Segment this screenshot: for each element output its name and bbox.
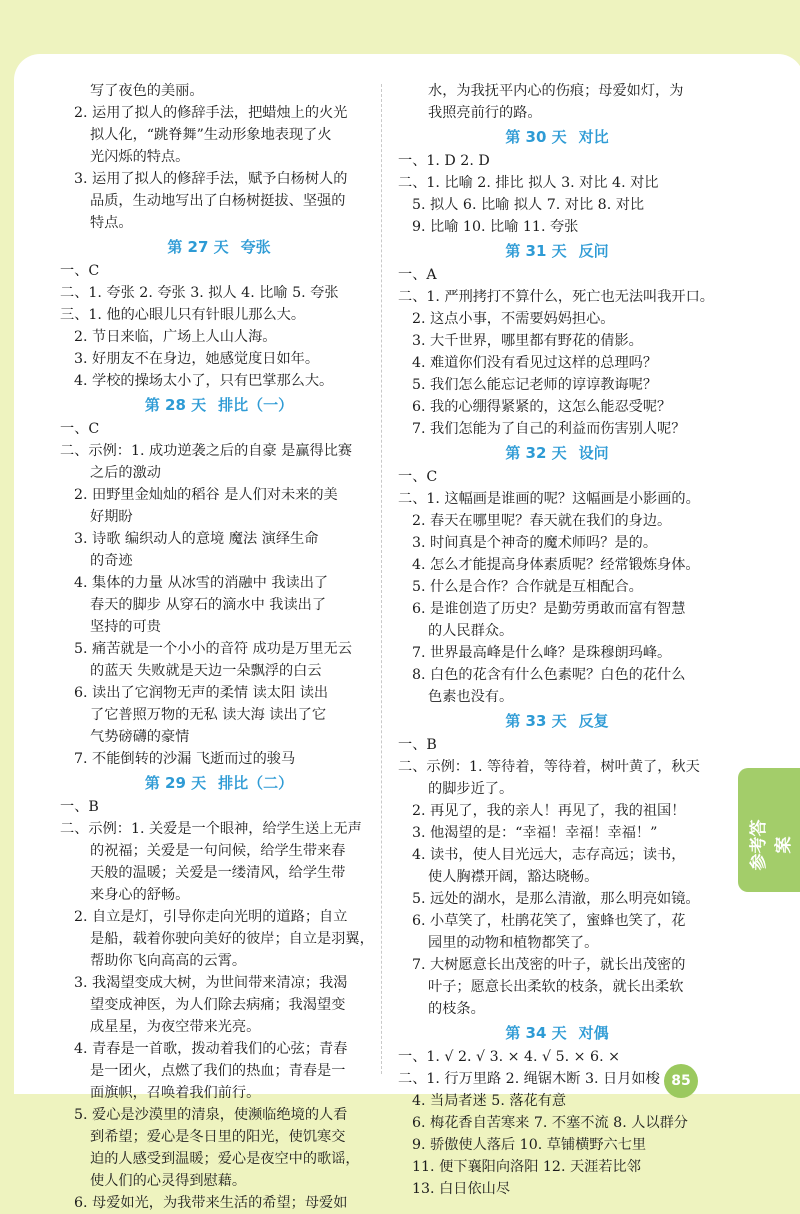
- answer-line: 的脚步近了。: [428, 781, 514, 797]
- answer-line: 天般的温暖；关爱是一缕清风，给学生带: [90, 865, 346, 881]
- answer-line: 好期盼: [90, 509, 133, 525]
- answer-line: 光闪烁的特点。: [90, 149, 190, 165]
- answer-line: 一、A: [398, 267, 437, 283]
- answer-line: 3. 我渴望变成大树，为世间带来清凉；我渴: [74, 975, 348, 991]
- section-heading-day-31: 第 31 天 反问: [505, 242, 609, 260]
- answer-line: 特点。: [90, 215, 133, 231]
- answer-line: 6. 我的心绷得紧紧的，这怎么能忍受呢？: [412, 399, 672, 415]
- answer-line: 水，为我抚平内心的伤痕；母爱如灯，为: [428, 83, 684, 99]
- answer-line: 二、1. 这幅画是谁画的呢？这幅画是小影画的。: [398, 491, 700, 507]
- answer-line: 3. 诗歌 编织动人的意境 魔法 演绎生命: [74, 531, 319, 547]
- answer-line: 13. 白日依山尽: [412, 1181, 511, 1197]
- answer-line: 11. 便下襄阳向洛阳 12. 天涯若比邻: [412, 1159, 641, 1175]
- answer-line: 7. 世界最高峰是什么峰？是珠穆朗玛峰。: [412, 645, 672, 661]
- answer-page: [14, 54, 800, 1211]
- answer-line: 一、1. D 2. D: [398, 153, 490, 169]
- answer-line: 4. 青春是一首歌，拨动着我们的心弦；青春: [74, 1041, 348, 1057]
- section-heading-day-32: 第 32 天 设问: [505, 444, 609, 462]
- answer-line: 2. 春天在哪里呢？春天就在我们的身边。: [412, 513, 672, 529]
- answer-line: 园里的动物和植物都笑了。: [428, 935, 599, 951]
- answer-line: 3. 他渴望的是：“幸福！幸福！幸福！”: [412, 825, 658, 841]
- answer-line: 迫的人感受到温暖；爱心是夜空中的歌谣，: [90, 1151, 360, 1167]
- answer-line: 6. 梅花香自苦寒来 7. 不塞不流 8. 人以群分: [412, 1115, 688, 1131]
- tab-label: 参考答案: [749, 819, 794, 871]
- answer-line: 5. 痛苦就是一个小小的音符 成功是万里无云: [74, 641, 352, 657]
- answer-line: 品质，生动地写出了白杨树挺拔、坚强的: [90, 193, 346, 209]
- answer-line: 帮助你飞向高高的云霄。: [90, 953, 247, 969]
- answer-line: 成星星，为夜空带来光亮。: [90, 1019, 261, 1035]
- answer-line: 的枝条。: [428, 1001, 485, 1017]
- answer-line: 二、示例：1. 成功逆袭之后的自豪 是赢得比赛: [60, 443, 353, 459]
- answer-line: 4. 当局者迷 5. 落花有意: [412, 1093, 567, 1109]
- answer-line: 9. 比喻 10. 比喻 11. 夸张: [412, 219, 579, 235]
- section-heading-day-33: 第 33 天 反复: [505, 712, 609, 730]
- answer-line: 7. 大树愿意长出茂密的叶子，就长出茂密的: [412, 957, 686, 973]
- answer-line: 4. 读书，使人目光远大，志存高远；读书，: [412, 847, 686, 863]
- answer-line: 9. 骄傲使人落后 10. 草铺横野六七里: [412, 1137, 647, 1153]
- answer-line: 一、C: [398, 469, 438, 485]
- answer-line: 4. 怎么才能提高身体素质呢？经常锻炼身体。: [412, 557, 700, 573]
- answer-line: 一、B: [60, 799, 99, 815]
- answer-line: 叶子；愿意长出柔软的枝条，就长出柔软: [428, 979, 684, 995]
- answer-line: 一、1. √ 2. √ 3. × 4. √ 5. × 6. ×: [398, 1049, 620, 1065]
- answer-line: 坚持的可贵: [90, 619, 161, 635]
- section-heading-day-27: 第 27 天 夸张: [167, 238, 271, 256]
- answer-line: 6. 母爱如光，为我带来生活的希望；母爱如: [74, 1195, 348, 1211]
- answer-line: 7. 不能倒转的沙漏 飞逝而过的骏马: [74, 751, 296, 767]
- answer-line: 来身心的舒畅。: [90, 887, 190, 903]
- answer-line: 使人们的心灵得到慰藉。: [90, 1173, 247, 1189]
- answer-line: 二、示例：1. 关爱是一个眼神，给学生送上无声: [60, 821, 362, 837]
- answer-line: 面旗帜，召唤着我们前行。: [90, 1085, 261, 1101]
- answer-line: 2. 这点小事，不需要妈妈担心。: [412, 311, 615, 327]
- answer-line: 二、1. 行万里路 2. 绳锯木断 3. 日月如梭: [398, 1071, 660, 1087]
- answer-line: 3. 好朋友不在身边，她感觉度日如年。: [74, 351, 320, 367]
- answer-line: 2. 节日来临，广场上人山人海。: [74, 329, 277, 345]
- column-divider: [381, 84, 382, 1074]
- answer-line: 到希望；爱心是冬日里的阳光，使饥寒交: [90, 1129, 346, 1145]
- answer-line: 三、1. 他的心眼儿只有针眼儿那么大。: [60, 307, 306, 323]
- answer-line: 2. 田野里金灿灿的稻谷 是人们对未来的美: [74, 487, 338, 503]
- answer-line: 一、B: [398, 737, 437, 753]
- section-heading-day-28: 第 28 天 排比（一）: [144, 396, 294, 414]
- answer-line: 春天的脚步 从穿石的滴水中 我读出了: [90, 597, 327, 613]
- answer-line: 5. 远处的湖水，是那么清澈，那么明亮如镜。: [412, 891, 700, 907]
- section-heading-day-30: 第 30 天 对比: [505, 128, 609, 146]
- left-column: [60, 80, 378, 1214]
- answer-line: 二、1. 比喻 2. 排比 拟人 3. 对比 4. 对比: [398, 175, 659, 191]
- answer-line: 使人胸襟开阔，豁达晓畅。: [428, 869, 599, 885]
- answer-line: 4. 集体的力量 从冰雪的消融中 我读出了: [74, 575, 329, 591]
- answer-line: 2. 自立是灯，引导你走向光明的道路；自立: [74, 909, 348, 925]
- answer-line: 7. 我们怎能为了自己的利益而伤害别人呢？: [412, 421, 686, 437]
- reference-answer-tab: [738, 768, 800, 892]
- answer-line: 的祝福；关爱是一句问候，给学生带来春: [90, 843, 346, 859]
- answer-line: 4. 难道你们没有看见过这样的总理吗？: [412, 355, 658, 371]
- answer-line: 2. 再见了，我的亲人！再见了，我的祖国！: [412, 803, 686, 819]
- answer-line: 气势磅礴的豪情: [90, 729, 190, 745]
- answer-line: 二、1. 夸张 2. 夸张 3. 拟人 4. 比喻 5. 夸张: [60, 285, 339, 301]
- answer-line: 是船，载着你驶向美好的彼岸；自立是羽翼，: [90, 931, 374, 947]
- answer-line: 之后的激动: [90, 465, 161, 481]
- answer-line: 我照亮前行的路。: [428, 105, 542, 121]
- answer-line: 的人民群众。: [428, 623, 514, 639]
- answer-line: 6. 小草笑了，杜鹃花笑了，蜜蜂也笑了，花: [412, 913, 686, 929]
- answer-line: 一、C: [60, 263, 100, 279]
- answer-line: 了它普照万物的无私 读大海 读出了它: [90, 707, 327, 723]
- answer-line: 4. 学校的操场太小了，只有巴掌那么大。: [74, 373, 334, 389]
- answer-line: 5. 拟人 6. 比喻 拟人 7. 对比 8. 对比: [412, 197, 645, 213]
- right-column: [398, 80, 716, 1200]
- answer-line: 3. 大千世界，哪里都有野花的倩影。: [412, 333, 643, 349]
- answer-line: 色素也没有。: [428, 689, 514, 705]
- answer-line: 6. 读出了它润物无声的柔情 读太阳 读出: [74, 685, 329, 701]
- answer-line: 是一团火，点燃了我们的热血；青春是一: [90, 1063, 346, 1079]
- answer-line: 3. 运用了拟人的修辞手法，赋予白杨树人的: [74, 171, 348, 187]
- answer-line: 二、示例：1. 等待着，等待着，树叶黄了，秋天: [398, 759, 700, 775]
- answer-line: 6. 是谁创造了历史？是勤劳勇敢而富有智慧: [412, 601, 686, 617]
- answer-line: 二、1. 严刑拷打不算什么，死亡也无法叫我开口。: [398, 289, 714, 305]
- answer-line: 5. 爱心是沙漠里的清泉，使濒临绝境的人看: [74, 1107, 348, 1123]
- answer-line: 拟人化，“跳脊舞”生动形象地表现了火: [90, 127, 332, 143]
- answer-line: 3. 时间真是个神奇的魔术师吗？是的。: [412, 535, 658, 551]
- answer-line: 5. 我们怎么能忘记老师的谆谆教诲呢？: [412, 377, 658, 393]
- answer-line: 的奇迹: [90, 553, 133, 569]
- answer-line: 5. 什么是合作？合作就是互相配合。: [412, 579, 643, 595]
- answer-line: 2. 运用了拟人的修辞手法，把蜡烛上的火光: [74, 105, 348, 121]
- answer-line: 的蓝天 失败就是天边一朵飘浮的白云: [90, 663, 322, 679]
- answer-line: 8. 白色的花含有什么色素呢？白色的花什么: [412, 667, 686, 683]
- answer-line: 写了夜色的美丽。: [90, 83, 204, 99]
- answer-line: 一、C: [60, 421, 100, 437]
- page-number-badge: 85: [664, 1064, 698, 1098]
- section-heading-day-34: 第 34 天 对偶: [505, 1024, 609, 1042]
- section-heading-day-29: 第 29 天 排比（二）: [144, 774, 294, 792]
- answer-line: 望变成神医，为人们除去病痛；我渴望变: [90, 997, 346, 1013]
